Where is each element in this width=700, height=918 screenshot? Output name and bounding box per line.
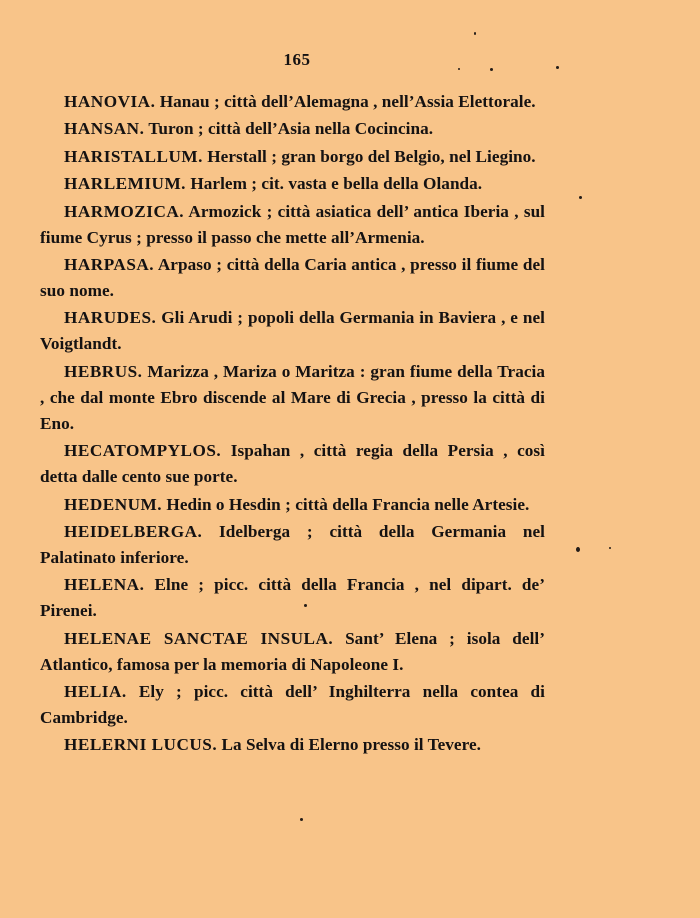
entry-text: Ispahan , città regia della Persia , così detta dalle cento sue porte.: [40, 441, 545, 487]
entry-harpasa: [40, 252, 545, 304]
entry-headword: HELIA.: [64, 682, 127, 702]
entry-text: Elne ; picc. città della Francia , nel dipart. de’ Pirenei.: [40, 575, 545, 621]
paper-speck: [300, 818, 303, 821]
entry-headword: HEBRUS.: [64, 361, 143, 381]
page-number: 165: [283, 50, 311, 69]
entry-headword: HANSAN.: [64, 119, 145, 139]
entry-harlemium: [40, 171, 545, 197]
entry-headword: HEDENUM.: [64, 494, 163, 514]
entry-hebrus: [40, 359, 545, 437]
entry-text: Idelberga ; città della Germania nel Palatinato inferiore.: [40, 521, 545, 567]
paper-speck: [609, 547, 611, 549]
entry-harudes: [40, 305, 545, 357]
entry-text: Harlem ; cit. vasta e bella della Olanda.: [190, 174, 483, 194]
entry-headword: HECATOMPYLOS.: [64, 441, 222, 461]
entry-text: Arpaso ; città della Caria antica , presso il fiume del suo nome.: [40, 254, 545, 300]
entry-text: Marizza , Mariza o Maritza : gran fiume della Tracia , che dal monte Ebro discende al Mare di Grecia , presso la città di Eno.: [40, 361, 545, 433]
paper-speck: [474, 32, 476, 35]
entry-headword: HELENA.: [64, 575, 145, 595]
entry-headword: HELERNI LUCUS.: [64, 735, 218, 755]
entry-headword: HEIDELBERGA.: [64, 521, 203, 541]
entry-text: La Selva di Elerno presso il Tevere.: [221, 735, 481, 755]
paper-speck: [579, 196, 582, 199]
entry-headword: HARISTALLUM.: [64, 146, 203, 166]
entry-headword: HARLEMIUM.: [64, 174, 186, 194]
entry-text: Ely ; picc. città dell’ Inghilterra nella contea di Cambridge.: [40, 682, 545, 728]
paper-speck: [556, 66, 559, 69]
entry-text: Turon ; città dell’Asia nella Cocincina.: [148, 119, 434, 139]
paper-speck: [576, 547, 580, 552]
entry-headword: HARPASA.: [64, 254, 155, 274]
entry-heidelberga: [40, 519, 545, 571]
entry-hedenum: [40, 492, 545, 518]
entry-hecatompylos: [40, 438, 545, 490]
entry-text: Armozick ; città asiatica dell’ antica Iberia , sul fiume Cyrus ; presso il passo che mette all’Armenia.: [40, 201, 545, 247]
entry-text: Hanau ; città dell’Alemagna , nell’Assia Elettorale.: [159, 92, 536, 111]
paper-speck: [458, 68, 460, 70]
entry-headword: HANOVIA.: [64, 92, 156, 111]
paper-speck: [304, 604, 307, 607]
entry-list: [40, 89, 545, 760]
entry-text: Sant’ Elena ; isola dell’ Atlantico, famosa per la memoria di Napoleone I.: [40, 628, 545, 674]
entry-headword: HARUDES.: [64, 308, 157, 328]
entry-text: Herstall ; gran borgo del Belgio, nel Liegino.: [207, 146, 536, 166]
paper-speck: [490, 68, 493, 71]
entry-helerni-lucus: [40, 732, 545, 758]
entry-helena: [40, 572, 545, 624]
entry-haristallum: [40, 144, 545, 170]
entry-hanovia: [40, 89, 545, 115]
entry-helenae-sanctae-insula: [40, 626, 545, 678]
entry-hansan: [40, 116, 545, 142]
entry-headword: HARMOZICA.: [64, 201, 185, 221]
entry-headword: HELENAE SANCTAE INSULA.: [64, 628, 334, 648]
entry-text: Gli Arudi ; popoli della Germania in Baviera , e nel Voigtlandt.: [40, 308, 545, 354]
entry-text: Hedin o Hesdin ; città della Francia nelle Artesie.: [166, 494, 530, 514]
entry-harmozica: [40, 199, 545, 251]
entry-helia: [40, 679, 545, 731]
